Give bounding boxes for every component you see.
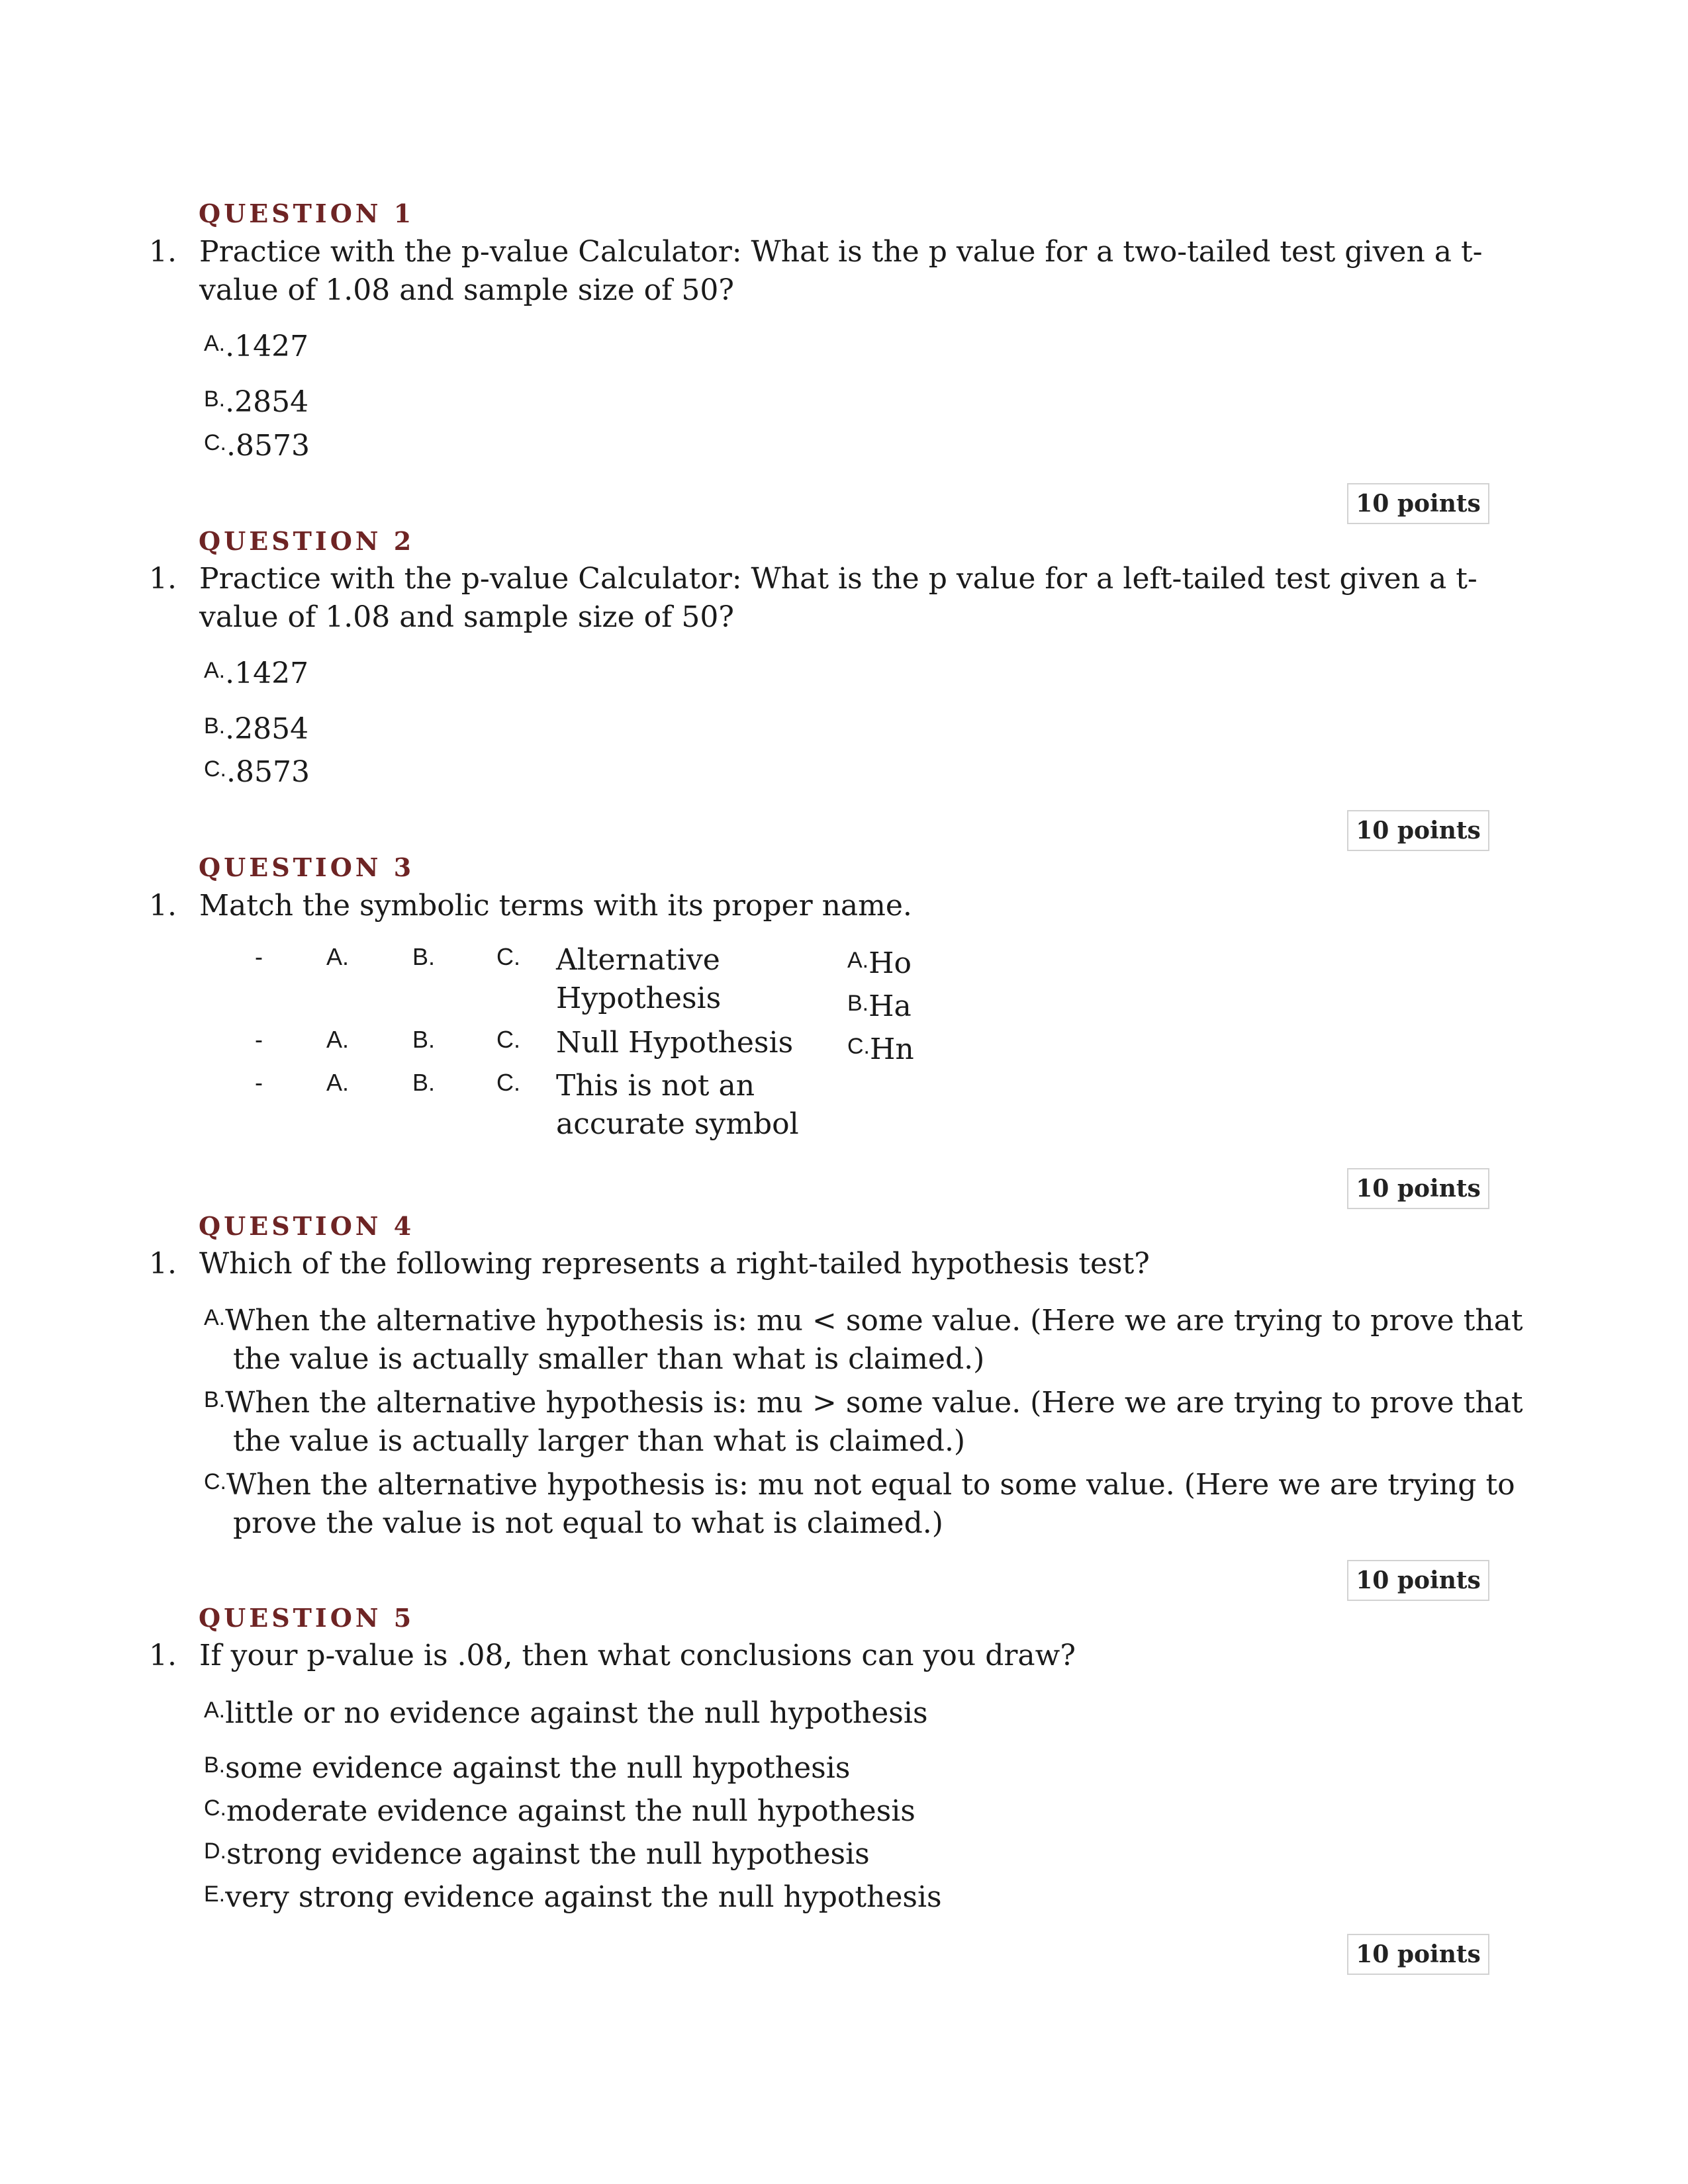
- answer-option[interactable]: [204, 1789, 915, 1831]
- question-number: 1.: [149, 1247, 177, 1281]
- option-text: Ho: [868, 946, 912, 980]
- option-letter: C.: [204, 1469, 226, 1494]
- question-number: 1.: [149, 235, 177, 269]
- points-badge: 10 points: [1347, 810, 1489, 851]
- option-text: .8573: [226, 429, 310, 463]
- answer-option[interactable]: [204, 750, 310, 792]
- match-choice-a[interactable]: A.: [326, 943, 350, 970]
- match-option: [847, 1027, 914, 1069]
- answer-option[interactable]: [204, 1381, 1537, 1461]
- option-text: When the alternative hypothesis is: mu < some value. (Here we are trying to prove that the value is actually smaller than what is claimed.): [225, 1304, 1523, 1376]
- answer-option[interactable]: [204, 651, 308, 693]
- answer-option[interactable]: [204, 1463, 1537, 1543]
- option-letter: C.: [204, 756, 226, 782]
- match-choice-c[interactable]: C.: [496, 943, 520, 970]
- option-text: very strong evidence against the null hypothesis: [225, 1880, 942, 1914]
- question-text: Match the symbolic terms with its proper name.: [199, 889, 912, 923]
- option-text: strong evidence against the null hypothesis: [226, 1837, 870, 1871]
- option-text: .8573: [226, 755, 310, 789]
- option-text: .2854: [225, 712, 309, 746]
- option-text: some evidence against the null hypothesis: [225, 1751, 851, 1785]
- option-letter: B.: [204, 1387, 226, 1412]
- match-option: [847, 984, 912, 1026]
- question-heading: QUESTION 5: [199, 1603, 415, 1633]
- option-letter: D.: [204, 1839, 226, 1864]
- option-text: .1427: [225, 657, 309, 690]
- question-number: 1.: [149, 562, 177, 596]
- option-letter: C.: [847, 1034, 870, 1059]
- match-choice-c[interactable]: C.: [496, 1069, 520, 1096]
- question-heading: QUESTION 4: [199, 1211, 415, 1241]
- answer-option[interactable]: [204, 1875, 942, 1917]
- match-dash: -: [255, 1026, 263, 1053]
- question-text: Practice with the p-value Calculator: What is the p value for a two-tailed test given a t-value of 1.08 and sample size of 50?: [199, 235, 1483, 307]
- option-text: little or no evidence against the null hypothesis: [225, 1696, 928, 1730]
- match-term: Alternative Hypothesis: [556, 943, 722, 1015]
- question-number: 1.: [149, 889, 177, 923]
- option-letter: A.: [847, 948, 869, 973]
- option-text: moderate evidence against the null hypothesis: [226, 1794, 915, 1828]
- question-number: 1.: [149, 1639, 177, 1672]
- question-heading: QUESTION 1: [199, 199, 415, 228]
- option-letter: B.: [204, 713, 226, 739]
- option-letter: A.: [204, 1698, 226, 1723]
- match-option: [847, 941, 912, 983]
- answer-option[interactable]: [204, 380, 308, 422]
- match-choice-b[interactable]: B.: [412, 1026, 436, 1053]
- answer-option[interactable]: [204, 324, 308, 366]
- points-badge: 10 points: [1347, 1934, 1489, 1975]
- option-letter: C.: [204, 430, 226, 455]
- match-term: This is not an accurate symbol: [556, 1069, 799, 1141]
- option-text: Ha: [868, 989, 912, 1023]
- option-letter: E.: [204, 1882, 226, 1907]
- option-text: When the alternative hypothesis is: mu > some value. (Here we are trying to prove that the value is actually larger than what is claimed.): [225, 1386, 1523, 1458]
- points-badge: 10 points: [1347, 483, 1489, 524]
- match-choice-c[interactable]: C.: [496, 1026, 520, 1053]
- option-letter: A.: [204, 331, 226, 356]
- match-choice-b[interactable]: B.: [412, 1069, 436, 1096]
- answer-option[interactable]: [204, 424, 310, 465]
- answer-option[interactable]: [204, 1746, 850, 1788]
- option-letter: C.: [204, 1796, 226, 1821]
- question-text: If your p-value is .08, then what conclusions can you draw?: [199, 1639, 1076, 1672]
- option-text: .2854: [225, 385, 309, 419]
- option-letter: B.: [204, 387, 226, 412]
- match-dash: -: [255, 943, 263, 970]
- option-letter: A.: [204, 658, 226, 683]
- match-choice-a[interactable]: A.: [326, 1026, 350, 1053]
- question-text: Which of the following represents a right-tailed hypothesis test?: [199, 1247, 1150, 1281]
- points-badge: 10 points: [1347, 1560, 1489, 1601]
- question-text: Practice with the p-value Calculator: What is the p value for a left-tailed test given a t-value of 1.08 and sample size of 50?: [199, 562, 1477, 634]
- option-letter: B.: [204, 1752, 226, 1778]
- question-heading: QUESTION 2: [199, 526, 415, 556]
- match-choice-b[interactable]: B.: [412, 943, 436, 970]
- answer-option[interactable]: [204, 707, 308, 749]
- points-badge: 10 points: [1347, 1168, 1489, 1209]
- answer-option[interactable]: [204, 1298, 1537, 1379]
- option-letter: B.: [847, 991, 869, 1016]
- option-letter: A.: [204, 1305, 226, 1330]
- option-text: .1427: [225, 330, 309, 363]
- question-heading: QUESTION 3: [199, 852, 415, 882]
- match-choice-a[interactable]: A.: [326, 1069, 350, 1096]
- match-dash: -: [255, 1069, 263, 1096]
- option-text: Hn: [870, 1032, 914, 1066]
- answer-option[interactable]: [204, 1691, 928, 1733]
- answer-option[interactable]: [204, 1832, 870, 1874]
- option-text: When the alternative hypothesis is: mu not equal to some value. (Here we are trying to prove the value is not equal to what is claimed.): [226, 1468, 1515, 1540]
- match-term: Null Hypothesis: [556, 1026, 794, 1060]
